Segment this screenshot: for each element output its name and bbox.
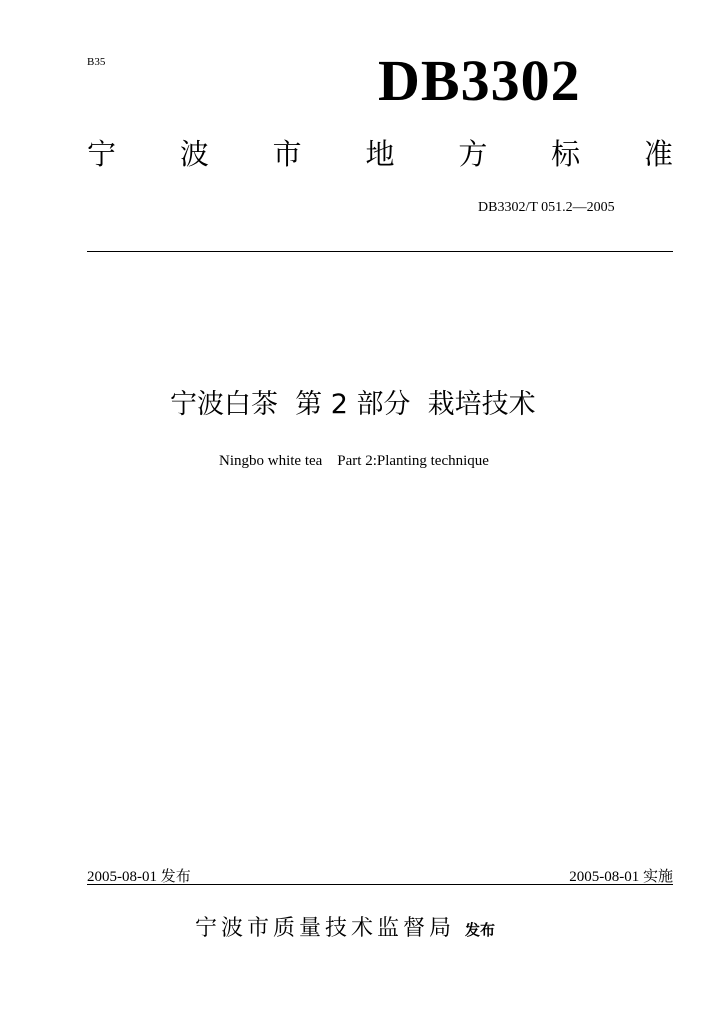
standard-number: DB3302/T 051.2—2005: [478, 200, 615, 215]
issuer-line: [195, 911, 495, 942]
standard-type-char: 宁: [87, 137, 117, 171]
document-title-english: Ningbo white tea Part 2:Planting technique: [219, 453, 489, 469]
standard-type: [87, 136, 673, 172]
header-divider: [87, 251, 673, 252]
standard-type-char: 地: [365, 137, 395, 171]
standard-type-char: 市: [272, 137, 302, 171]
standard-type-char: 波: [179, 137, 209, 171]
standard-type-char: 标: [551, 137, 581, 171]
issue-date: 2005-08-01 发布: [87, 869, 191, 885]
issuer-name: 宁波市质量技术监督局: [195, 916, 456, 941]
document-title-chinese: 宁波白茶 第 2 部分 栽培技术: [170, 389, 536, 420]
footer-divider: [87, 884, 673, 885]
issuer-suffix: 发布: [465, 921, 496, 939]
standard-type-char: 准: [643, 137, 673, 171]
standard-code: DB3302: [378, 48, 581, 113]
standard-type-char: 方: [458, 137, 488, 171]
classification-code: B35: [87, 56, 106, 68]
implementation-date: 2005-08-01 实施: [569, 869, 673, 885]
